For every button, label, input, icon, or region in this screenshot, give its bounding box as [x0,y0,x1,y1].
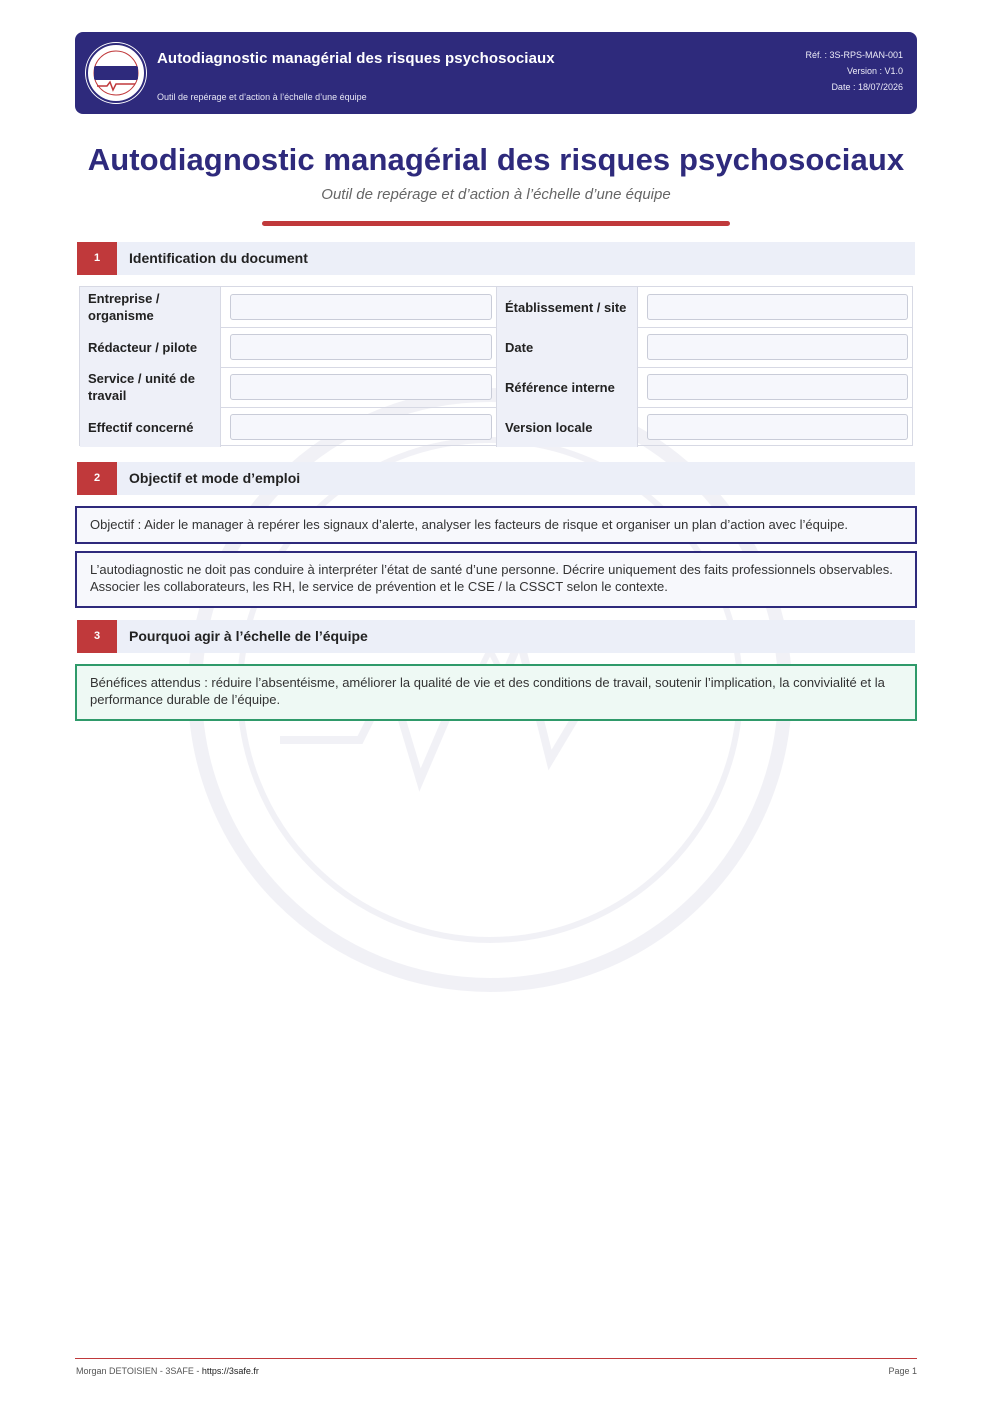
warning-text: L’autodiagnostic ne doit pas conduire à interpréter l’état de santé d’une personne. Décrire uniquement des faits professionnels observables. Associer les collaborateurs, les RH, le service de prévention et le CSE / la CSSCT selon le contexte. [90,562,893,594]
table-row [80,327,912,368]
company-label: Entreprise / organisme [80,287,221,327]
logo-seal-icon [85,42,147,104]
headcount-field[interactable] [230,414,492,440]
footer-divider [75,1358,917,1359]
section-label: Objectif et mode d’emploi [129,470,301,486]
headcount-label: Effectif concerné [80,407,221,447]
site-label: Établissement / site [496,287,638,327]
date-field[interactable] [647,334,908,360]
header-banner [75,32,917,114]
page-subtitle: Outil de repérage et d’action à l’échelle d’une équipe [321,186,671,203]
service-label: Service / unité de travail [80,367,221,407]
date-field-label: Date [496,327,638,367]
service-field[interactable] [230,374,492,400]
section-number: 3 [77,620,117,653]
benefits-text: Bénéfices attendus : réduire l’absentéisme, améliorer la qualité de vie et des conditions de travail, soutenir l’implication, la convivialité et la performance durable de l’équipe. [90,675,885,707]
objective-box [75,506,917,544]
page-number: Page 1 [888,1366,917,1376]
warning-box [75,551,917,608]
footer-link[interactable]: https://3safe.fr [201,1366,259,1376]
section-label: Identification du document [129,250,308,266]
section-number: 1 [77,242,117,275]
local-version-label: Version locale [496,407,638,447]
footer-credits [76,1366,259,1376]
footer-author: Morgan DETOISIEN - 3SAFE - [76,1366,202,1376]
table-row [80,407,912,447]
objective-text: Objectif : Aider le manager à repérer les signaux d’alerte, analyser les facteurs de risque et organiser un plan d’action avec l’équipe. [90,517,849,532]
date-label: Date : 18/07/2026 [831,82,903,92]
section-header-benefits [77,620,915,653]
version-label: Version : V1.0 [846,66,903,76]
identification-table [79,286,913,446]
benefits-box [75,664,917,721]
title-divider [262,221,730,226]
site-field[interactable] [647,294,908,320]
section-label: Pourquoi agir à l’échelle de l’équipe [129,628,368,644]
banner-title: Autodiagnostic managérial des risques psychosociaux [157,50,555,67]
table-row [80,367,912,408]
internal-reference-label: Référence interne [496,367,638,407]
document-meta [805,47,903,95]
company-logo [85,42,147,104]
table-row [80,287,912,328]
banner-subtitle: Outil de repérage et d’action à l’échelle d’une équipe [157,92,367,102]
internal-reference-field[interactable] [647,374,908,400]
section-header-objective [77,462,915,495]
author-label: Rédacteur / pilote [80,327,221,367]
local-version-field[interactable] [647,414,908,440]
reference-label: Réf. : 3S-RPS-MAN-001 [805,50,903,60]
page-title: Autodiagnostic managérial des risques psychosociaux [87,142,905,177]
author-field[interactable] [230,334,492,360]
company-field[interactable] [230,294,492,320]
section-number: 2 [77,462,117,495]
section-header-identification [77,242,915,275]
